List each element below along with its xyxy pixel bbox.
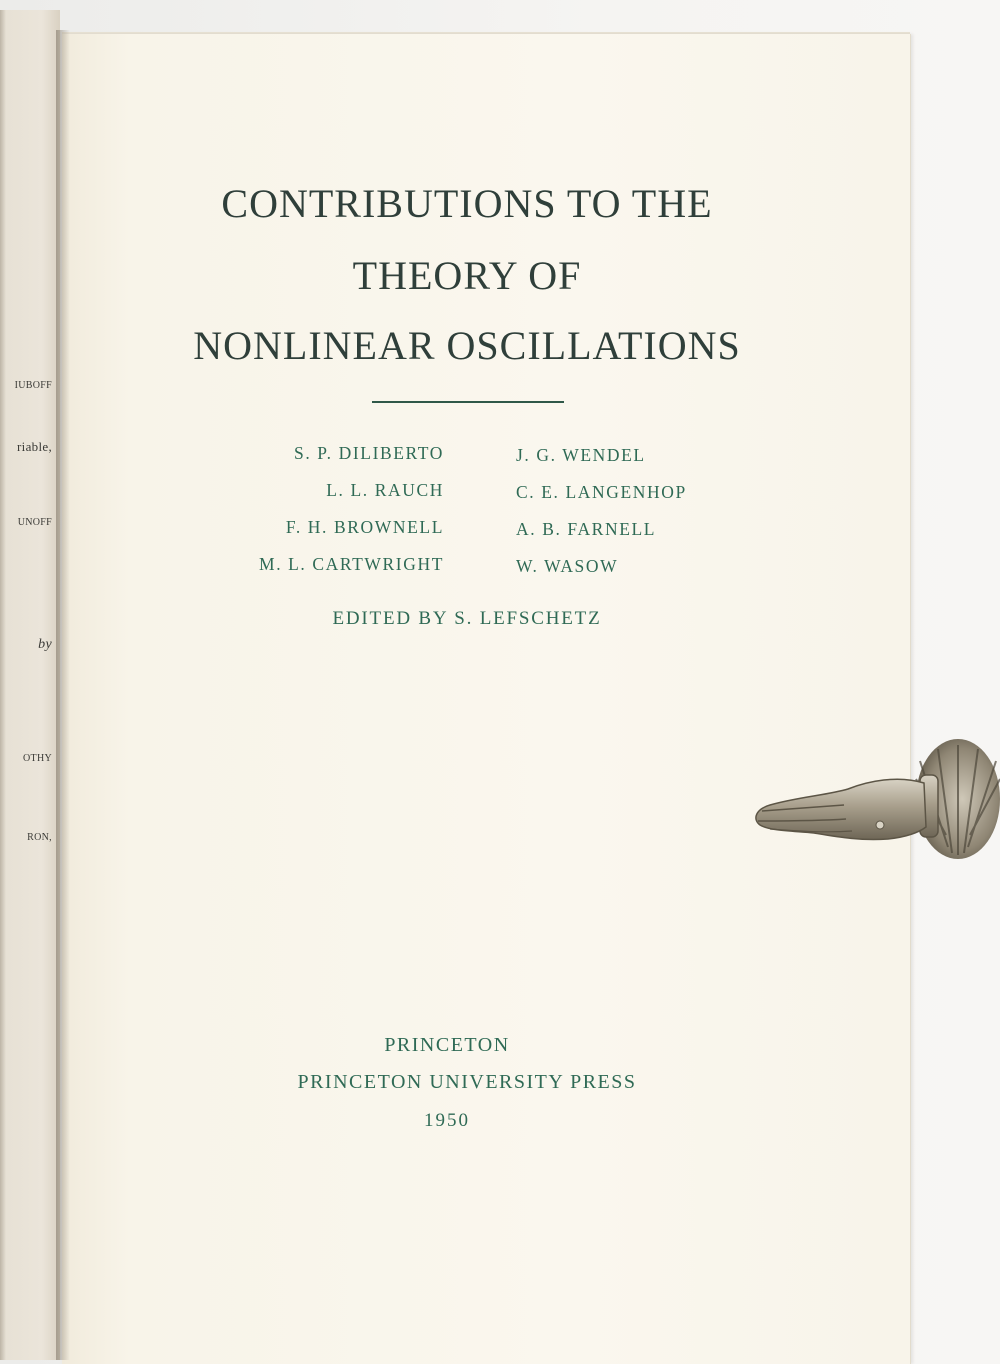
verso-page <box>0 10 60 1360</box>
imprint-place: PRINCETON <box>384 1034 510 1056</box>
author-name: C. E. LANGENHOP <box>516 482 687 502</box>
author-name: S. P. DILIBERTO <box>293 443 444 463</box>
author-name: M. L. CARTWRIGHT <box>259 554 444 574</box>
imprint-year: 1950 <box>424 1110 470 1131</box>
title-line: THEORY OF <box>352 253 582 298</box>
gutter-shadow <box>56 30 70 1360</box>
verso-text-fragment: OTHY <box>23 753 52 764</box>
title-rule <box>372 401 564 403</box>
verso-text-fragment: IUBOFF <box>14 380 52 391</box>
author-name: J. G. WENDEL <box>516 445 646 465</box>
author-name: W. WASOW <box>516 556 619 576</box>
title-page <box>62 34 911 1364</box>
verso-text-fragment: by <box>38 637 52 652</box>
author-name: A. B. FARNELL <box>516 519 657 539</box>
verso-text-fragment: riable, <box>17 439 52 454</box>
title-line: NONLINEAR OSCILLATIONS <box>193 323 741 368</box>
editor-credit: EDITED BY S. LEFSCHETZ <box>332 608 602 629</box>
author-name: L. L. RAUCH <box>326 480 444 500</box>
verso-page-edge <box>0 10 6 1360</box>
imprint-publisher: PRINCETON UNIVERSITY PRESS <box>297 1071 637 1093</box>
author-name: F. H. BROWNELL <box>285 517 444 537</box>
verso-text-fragment: UNOFF <box>17 517 52 528</box>
title-line: CONTRIBUTIONS TO THE <box>221 181 713 226</box>
verso-text-fragment: RON, <box>27 832 52 843</box>
hand-clip-bookmark-icon <box>748 735 1000 865</box>
